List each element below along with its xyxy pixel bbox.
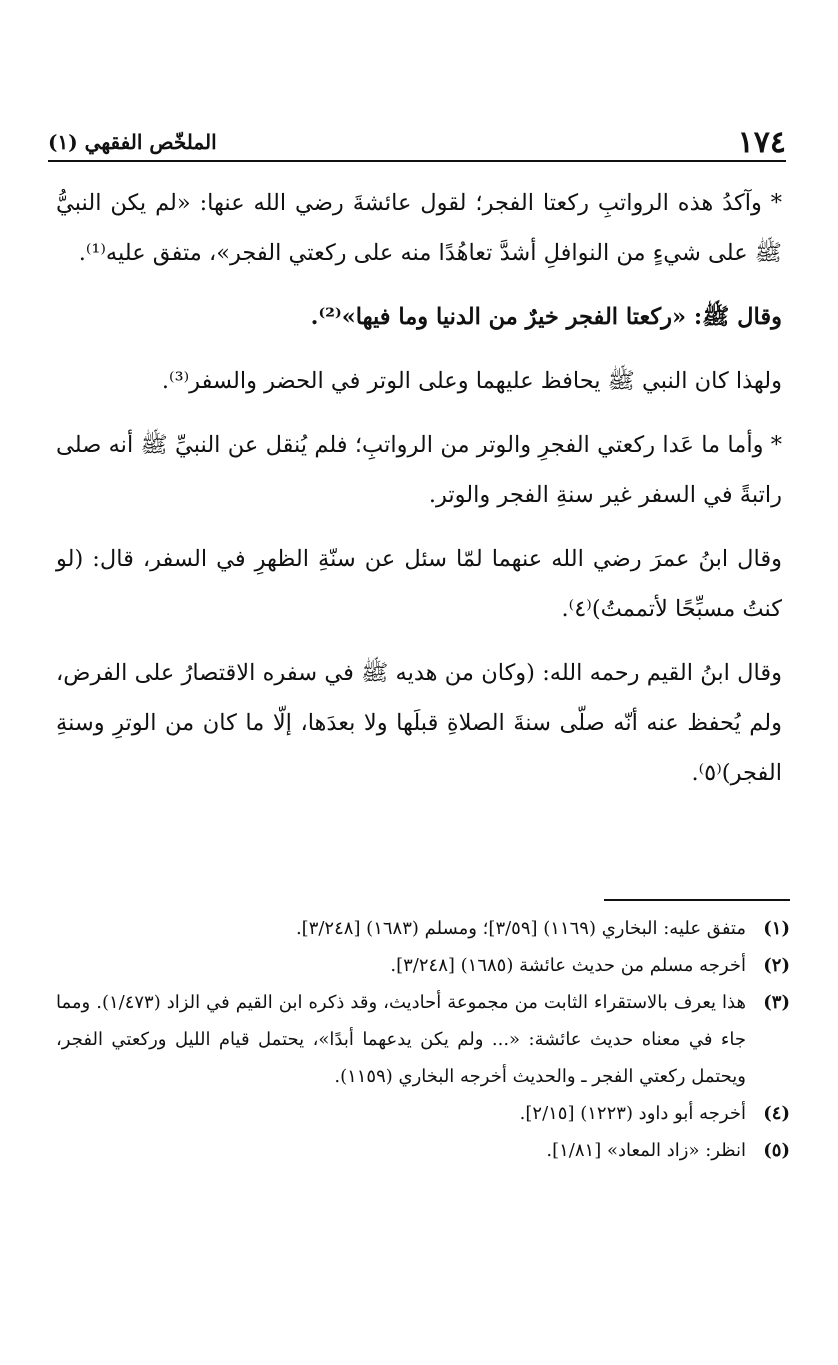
footnote-separator: [604, 899, 790, 901]
page-header: [48, 124, 786, 162]
footnote-text: هذا يعرف بالاستقراء الثابت من مجموعة أحاديث، وقد ذكره ابن القيم في الزاد (١/٤٧٣). ومما جاء في معناه حديث عائشة: «... ولم يكن يدعهما أبدًا»، يحتمل قيام الليل وركعتي الفجر، ويحتمل ركعتي الفجر ـ والحديث أخرجه البخاري (١١٥٩).: [56, 992, 746, 1087]
paragraph: وقال ﷺ: «ركعتا الفجر خيرٌ من الدنيا وما فيها»⁽²⁾.: [310, 304, 782, 330]
footnote: [56, 1132, 790, 1169]
footnote-number: (٣): [763, 992, 790, 1013]
main-text: [56, 178, 782, 812]
page-number: ١٧٤: [737, 124, 786, 160]
footnote-number: (٤): [763, 1103, 790, 1124]
footnote-text: انظر: «زاد المعاد» [١/٨١].: [546, 1140, 746, 1161]
footnote: [56, 984, 790, 1095]
footnote-text: أخرجه مسلم من حديث عائشة (١٦٨٥) [٣/٢٤٨].: [390, 955, 746, 976]
footnotes: [56, 910, 790, 1169]
paragraph: وقال ابنُ عمرَ رضي الله عنهما لمّا سئل عن سنّةِ الظهرِ في السفر، قال: (لو كنتُ مسبِّحًا لأتممتُ)⁽٤⁾.: [56, 546, 782, 622]
footnote-number: (٢): [763, 955, 790, 976]
footnote: [56, 910, 790, 947]
footnote-text: أخرجه أبو داود (١٢٢٣) [٢/١٥].: [519, 1103, 746, 1124]
paragraph: * وآكدُ هذه الرواتبِ ركعتا الفجر؛ لقول عائشةَ رضي الله عنها: «لم يكن النبيُّ ﷺ على شيءٍ من النوافلِ أشدَّ تعاهُدًا منه على ركعتي الفجر»، متفق عليه⁽¹⁾.: [56, 190, 782, 266]
running-title: الملخّص الفقهي (١): [48, 130, 217, 154]
footnote-number: (٥): [763, 1140, 790, 1161]
footnote: [56, 947, 790, 984]
footnote-number: (١): [763, 918, 790, 939]
footnote: [56, 1095, 790, 1132]
footnote-text: متفق عليه: البخاري (١١٦٩) [٣/٥٩]؛ ومسلم (١٦٨٣) [٣/٢٤٨].: [295, 918, 746, 939]
paragraph: * وأما ما عَدا ركعتي الفجرِ والوتر من الرواتبِ؛ فلم يُنقل عن النبيِّ ﷺ أنه صلى راتبةً في السفر غير سنةِ الفجر والوتر.: [56, 432, 782, 508]
paragraph: ولهذا كان النبي ﷺ يحافظ عليهما وعلى الوتر في الحضر والسفر⁽³⁾.: [161, 368, 782, 394]
paragraph: وقال ابنُ القيم رحمه الله: (وكان من هديه ﷺ في سفره الاقتصارُ على الفرض، ولم يُحفظ عنه أنّه صلّى سنةَ الصلاةِ قبلَها ولا بعدَها، إلّا ما كان من الوترِ وسنةِ الفجر)⁽٥⁾.: [56, 660, 782, 786]
